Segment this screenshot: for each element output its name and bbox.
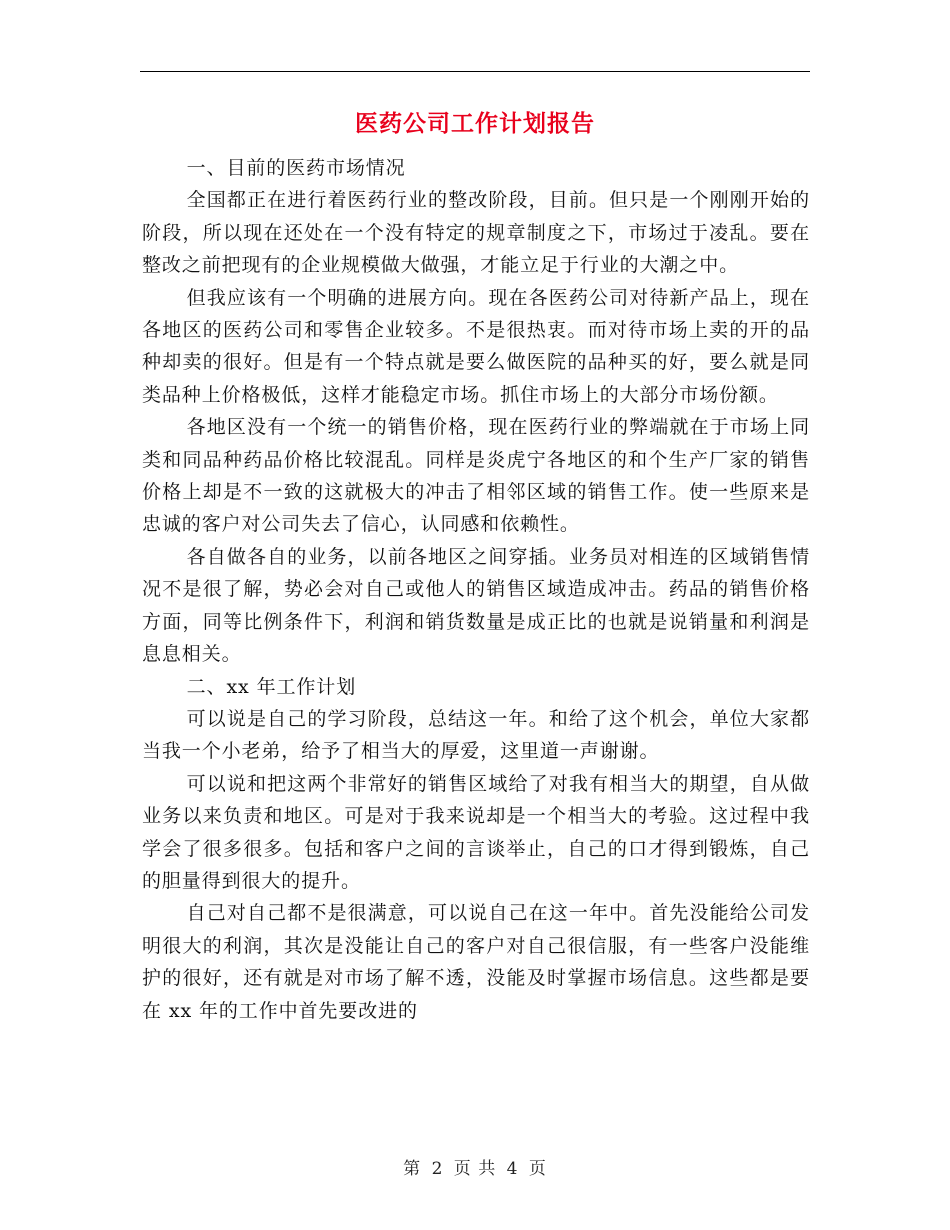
total-page-number: 4 bbox=[506, 1159, 519, 1179]
paragraph: 各自做各自的业务，以前各地区之间穿插。业务员对相连的区域销售情况不是很了解，势必会对自己或他人的销售区域造成冲击。药品的销售价格方面，同等比例条件下，利润和销货数量是成正比的也就是说销量和利润是息息相关。 bbox=[142, 545, 810, 666]
paragraph: 但我应该有一个明确的进展方向。现在各医药公司对待新产品上，现在各地区的医药公司和零售企业较多。不是很热衷。而对待市场上卖的开的品种却卖的很好。但是有一个特点就是要么做医院的品种买的好，要么就是同类品种上价格极低，这样才能稳定市场。抓住市场上的大部分市场份额。 bbox=[142, 286, 810, 406]
paragraph: 各地区没有一个统一的销售价格，现在医药行业的弊端就在于市场上同类和同品种药品价格比较混乱。同样是炎虎宁各地区的和个生产厂家的销售价格上却是不一致的这就极大的冲击了相邻区域的销售工作。使一些原来是忠诚的客户对公司失去了信心，认同感和依赖性。 bbox=[142, 416, 810, 536]
section-heading-market: 一、目前的医药市场情况 bbox=[186, 157, 406, 179]
page-middle-text: 页 共 bbox=[453, 1159, 497, 1179]
paragraph: 可以说和把这两个非常好的销售区域给了对我有相当大的期望，自从做业务以来负责和地区。可是对于我来说却是一个相当大的考验。这过程中我学会了很多很多。包括和客户之间的言谈举止，自己的口才得到锻炼，自己的胆量得到很大的提升。 bbox=[142, 772, 810, 892]
current-page-number: 2 bbox=[431, 1159, 444, 1179]
page-prefix: 第 bbox=[403, 1159, 422, 1179]
document-title: 医药公司工作计划报告 bbox=[355, 110, 595, 137]
page-suffix: 页 bbox=[528, 1159, 547, 1179]
header-rule bbox=[140, 71, 810, 72]
paragraph: 全国都正在进行着医药行业的整改阶段，目前。但只是一个刚刚开始的阶段，所以现在还处在一个没有特定的规章制度之下，市场过于凌乱。要在整改之前把现有的企业规模做大做强，才能立足于行业的大潮之中。 bbox=[142, 189, 810, 277]
paragraph: 可以说是自己的学习阶段，总结这一年。和给了这个机会，单位大家都当我一个小老弟，给予了相当大的厚爱，这里道一声谢谢。 bbox=[142, 707, 810, 763]
page-number-footer bbox=[0, 1154, 950, 1179]
paragraph: 自己对自己都不是很满意，可以说自己在这一年中。首先没能给公司发明很大的利润，其次是没能让自己的客户对自己很信服，有一些客户没能维护的很好，还有就是对市场了解不透，没能及时掌握市场信息。这些都是要在 xx 年的工作中首先要改进的 bbox=[142, 902, 810, 1022]
section-heading-plan: 二、xx 年工作计划 bbox=[186, 675, 357, 698]
document-body bbox=[142, 152, 810, 1027]
